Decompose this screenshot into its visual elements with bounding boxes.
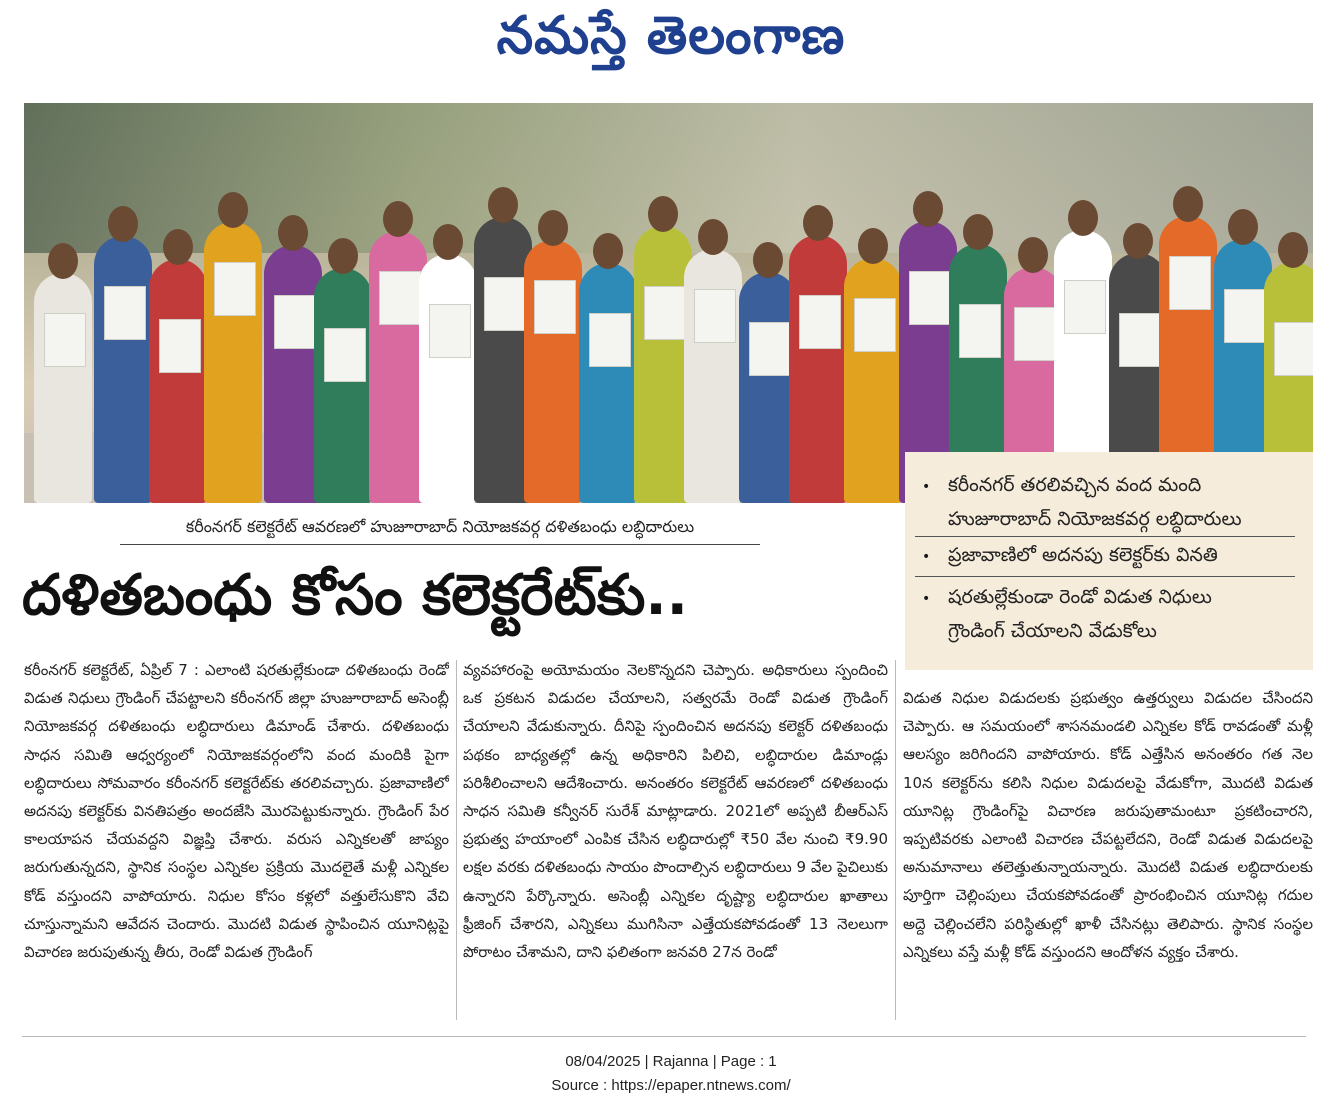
crowd-person-head xyxy=(278,215,308,251)
crowd-person-head xyxy=(1173,186,1203,222)
article-column-2 xyxy=(463,656,888,1028)
held-document xyxy=(1119,313,1161,367)
crowd-person-head xyxy=(163,229,193,265)
held-document xyxy=(534,280,576,334)
highlight-line: ప్రజావాణిలో అదనపు కలెక్టర్‌కు వినతి xyxy=(948,544,1218,566)
crowd-person xyxy=(34,273,92,503)
crowd-person-head xyxy=(1123,223,1153,259)
held-document xyxy=(379,271,421,325)
held-document xyxy=(854,298,896,352)
crowd-person xyxy=(684,249,742,503)
bullet-icon: • xyxy=(922,549,931,565)
held-document xyxy=(799,295,841,349)
held-document xyxy=(694,289,736,343)
headline: దళితబంధు కోసం కలెక్టరేట్‌కు.. xyxy=(22,563,688,628)
highlight-line: కరీంనగర్ తరలివచ్చిన వంద మంది xyxy=(948,474,1202,496)
crowd-person xyxy=(419,254,477,503)
crowd-person-head xyxy=(593,233,623,269)
held-document xyxy=(274,295,316,349)
highlight-line: గ్రౌండింగ్ చేయాలని వేడుకోలు xyxy=(948,620,1157,642)
crowd-person xyxy=(789,235,847,503)
column-divider xyxy=(456,660,457,1020)
highlight-line: షరతుల్లేకుండా రెండో విడుత నిధులు xyxy=(948,586,1212,608)
crowd-person-head xyxy=(1278,232,1308,268)
news-photo xyxy=(24,103,1313,503)
crowd-person-head xyxy=(803,205,833,241)
crowd-person-head xyxy=(1018,237,1048,273)
held-document xyxy=(959,304,1001,358)
held-document xyxy=(1224,289,1266,343)
crowd-person-head xyxy=(48,243,78,279)
crowd-person xyxy=(94,236,152,503)
crowd-person-head xyxy=(1068,200,1098,236)
held-document xyxy=(1014,307,1056,361)
bullet-icon: • xyxy=(922,591,931,607)
held-document xyxy=(214,262,256,316)
crowd-person-head xyxy=(698,219,728,255)
highlight-divider xyxy=(915,576,1295,577)
photo-caption: కరీంనగర్ కలెక్టరేట్ ఆవరణలో హుజూరాబాద్ నియోజకవర్గ దళితబంధు లబ్ధిదారులు xyxy=(120,512,760,545)
held-document xyxy=(104,286,146,340)
article-column-3 xyxy=(903,684,1313,1028)
crowd-person-head xyxy=(108,206,138,242)
article-text: వ్యవహారంపై అయోమయం నెలకొన్నదని చెప్పారు. అధికారులు స్పందించి ఒక ప్రకటన విడుదల చేయాలని, సత్వరమే రెండో విడుత గ్రౌండింగ్ చేయాలని వేడుకున్నారు. దీనిపై స్పందించిన అదనపు కలెక్టర్ దళితబంధు పథకం బాధ్యతల్లో ఉన్న అధికారిని పిలిచి, లబ్ధిదారుల డిమాండ్లు పరిశీలించాలని ఆదేశించారు. అనంతరం కలెక్టరేట్ ఆవరణలో దళితబంధు సాధన సమితి కన్వీనర్ సురేశ్ మాట్లాడారు. 2021లో అప్పటి బీఆర్‌ఎస్ ప్రభుత్వ హయాంలో ఎంపిక చేసిన లబ్ధిదారుల్లో ₹50 వేల నుంచి ₹9.90 లక్షల వరకు దళితబంధు సాయం పొందాల్సిన లబ్ధిదారులు 9 వేల పైచిలుకు ఉన్నారని పేర్కొన్నారు. అసెంబ్లీ ఎన్నికల దృష్ట్యా లబ్ధిదారుల ఖాతాలు ఫ్రీజింగ్ చేశారని, ఎన్నికలు ముగిసినా ఎత్తేయకపోవడంతో 13 నెలలుగా పోరాటం చేశామని, దాని ఫలితంగా జనవరి 27న రెండో xyxy=(463,661,888,962)
highlight-divider xyxy=(915,536,1295,537)
crowd-person-head xyxy=(218,192,248,228)
crowd-person-head xyxy=(753,242,783,278)
crowd-person xyxy=(149,259,207,503)
crowd-person-head xyxy=(383,201,413,237)
held-document xyxy=(429,304,471,358)
crowd-person-head xyxy=(538,210,568,246)
held-document xyxy=(1169,256,1211,310)
held-document xyxy=(1274,322,1313,376)
held-document xyxy=(1064,280,1106,334)
crowd-person-head xyxy=(433,224,463,260)
bullet-icon: • xyxy=(922,479,931,495)
held-document xyxy=(749,322,791,376)
footer-edition-info: 08/04/2025 | Rajanna | Page : 1 xyxy=(565,1053,777,1070)
column-divider xyxy=(895,660,896,1020)
article-text: విడుత నిధుల విడుదలకు ప్రభుత్వం ఉత్తర్వులు విడుదల చేసిందని చెప్పారు. ఆ సమయంలో శాసనమండలి ఎన్నికల కోడ్ రావడంతో మళ్లీ ఆలస్యం జరిగిందని వాపోయారు. కోడ్ ఎత్తేసిన అనంతరం గత నెల 10న కలెక్టర్‌ను కలిసి నిధుల విడుదలపై వేడుకోగా, మొదటి విడుత యూనిట్ల గ్రౌండింగ్‌పై విచారణ జరుపుతామంటూ ప్రకటించారని, ఇప్పటివరకు ఎలాంటి విచారణ చేపట్టలేదని, రెండో విడుత విడుదలపై అనుమానాలు తలెత్తుతున్నాయన్నారు. మొదటి విడుత లబ్ధిదారులకు పూర్తిగా చెల్లింపులు చేయకపోవడంతో ప్రారంభించిన యూనిట్ల గదుల అద్దె చెల్లించలేని పరిస్థితుల్లో ఖాళీ చేసినట్లు తెలిపారు. స్థానిక సంస్థల ఎన్నికలు వస్తే మళ్లీ కోడ్ వస్తుందని ఆందోళన వ్యక్తం చేశారు. xyxy=(903,689,1313,961)
held-document xyxy=(589,313,631,367)
masthead xyxy=(0,0,1342,100)
crowd-person-head xyxy=(963,214,993,250)
crowd-person-head xyxy=(913,191,943,227)
footer-source: Source : https://epaper.ntnews.com/ xyxy=(551,1077,791,1094)
held-document xyxy=(909,271,951,325)
crowd-person-head xyxy=(648,196,678,232)
held-document xyxy=(324,328,366,382)
highlight-line: హుజూరాబాద్ నియోజకవర్గ లబ్ధిదారులు xyxy=(948,508,1242,530)
article-column-1 xyxy=(24,656,449,1028)
held-document xyxy=(44,313,86,367)
held-document xyxy=(159,319,201,373)
footer-divider xyxy=(22,1036,1306,1037)
newspaper-title: నమస్తే తెలంగాణ xyxy=(496,6,846,66)
crowd-person xyxy=(314,268,372,503)
crowd-person-head xyxy=(488,187,518,223)
crowd-person-head xyxy=(858,228,888,264)
held-document xyxy=(484,277,526,331)
crowd-person-head xyxy=(1228,209,1258,245)
held-document xyxy=(644,286,686,340)
crowd-person xyxy=(579,263,637,503)
crowd-person-head xyxy=(328,238,358,274)
crowd-person xyxy=(844,258,902,503)
article-text: కరీంనగర్ కలెక్టరేట్, ఏప్రిల్ 7 : ఎలాంటి షరతుల్లేకుండా దళితబంధు రెండో విడుత నిధులు గ్రౌండింగ్ చేపట్టాలని కరీంనగర్ జిల్లా హుజూరాబాద్ అసెంబ్లీ నియోజకవర్గ దళితబంధు లబ్ధిదారులు డిమాండ్ చేశారు. దళితబంధు సాధన సమితి ఆధ్వర్యంలో నియోజకవర్గంలోని వంద మందికి పైగా లబ్ధిదారులు సోమవారం కరీంనగర్ కలెక్టరేట్‌కు తరలివచ్చారు. ప్రజావాణిలో అదనపు కలెక్టర్‌కు వినతిపత్రం అందజేసి మొరపెట్టుకున్నారు. గ్రౌండింగ్ పేర కాలయాపన చేయవద్దని విజ్ఞప్తి చేశారు. వరుస ఎన్నికలతో జాప్యం జరుగుతున్నదని, స్థానిక సంస్థల ఎన్నికల ప్రక్రియ మొదలైతే మళ్లీ ఎన్నికల కోడ్ వస్తుందని వాపోయారు. నిధుల కోసం కళ్లలో వత్తులేసుకొని వేచి చూస్తున్నామని ఆవేదన చెందారు. మొదటి విడుత స్థాపించిన యూనిట్లపై విచారణ జరుపుతున్న తీరు, రెండో విడుత గ్రౌండింగ్ xyxy=(24,661,449,962)
